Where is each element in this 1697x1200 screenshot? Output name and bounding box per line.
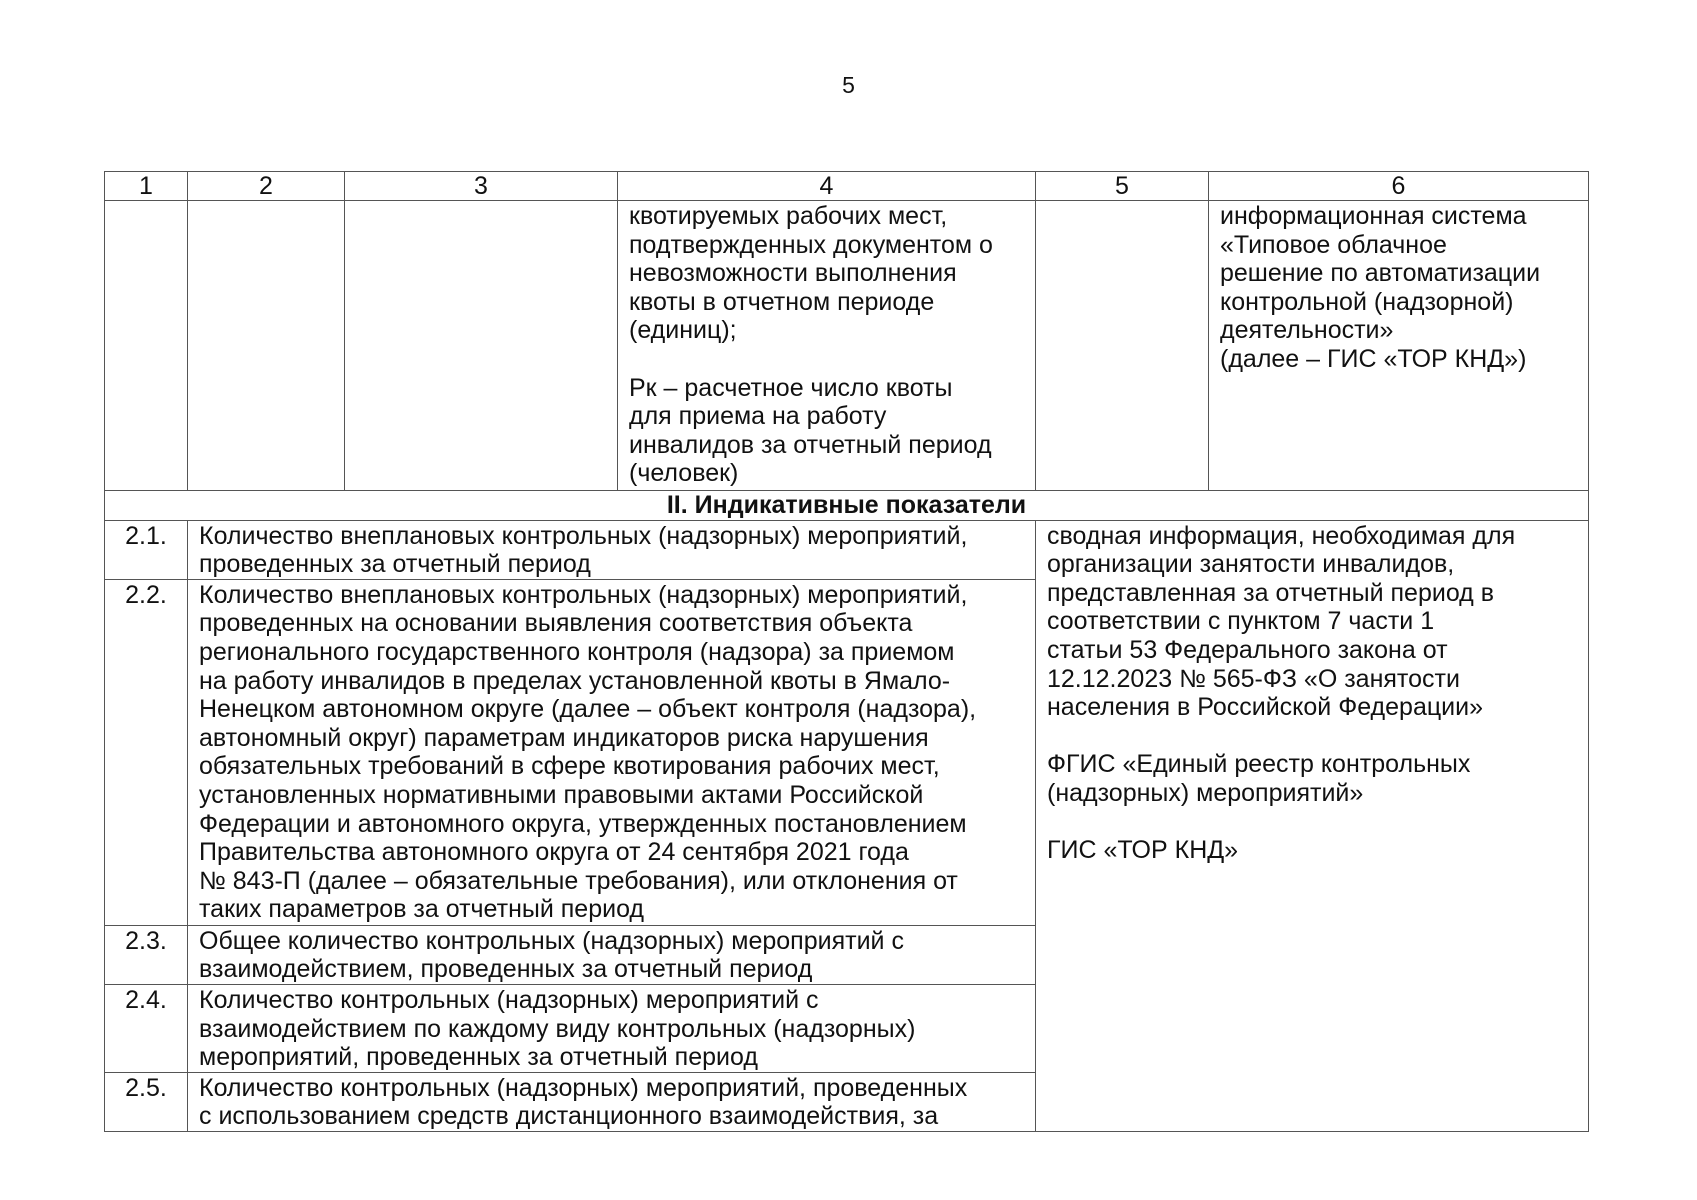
header-cell-2: 2: [188, 172, 345, 201]
indicator-row: [105, 520, 1589, 579]
header-cell-6: 6: [1209, 172, 1589, 201]
info-system-text: информационная система «Типовое облачное решение по автоматизации контрольной (надзорной) деятельности» (далее – ГИС «ТОР КНД»): [1220, 202, 1541, 373]
source-fgis-text: ФГИС «Единый реестр контрольных (надзорных) мероприятий»: [1047, 750, 1471, 807]
indicators-table: [104, 171, 1589, 1132]
rk-definition-text: Рк – расчетное число квоты для приема на работу инвалидов за отчетный период (человек): [629, 373, 992, 488]
indicator-text: Количество внеплановых контрольных (надзорных) мероприятий, проведенных на основании выявления соответствия объекта регионального государственного контроля (надзора) за приемом на работу инвалидов в пределах установленной квоты в Ямало- Ненецком автономном округе (далее – объект контроля (надзора), автономный округ) параметрам индикаторов риска нарушения обязательных требований в сфере квотирования рабочих мест, установленных нормативными правовыми актами Российской Федерации и автономного округа, утвержденных постановлением Правительства автономного округа от 24 сентября 2021 года № 843-П (далее – обязательные требования), или отклонения от таких параметров за отчетный период: [188, 579, 1036, 925]
section-row: [105, 491, 1589, 521]
quota-definition-text: квотируемых рабочих мест, подтвержденных документом о невозможности выполнения квоты в отчетном периоде (единиц);: [629, 202, 993, 345]
indicator-number: 2.3.: [105, 925, 188, 984]
cont-cell-4: [618, 201, 1036, 491]
indicator-number: 2.5.: [105, 1072, 188, 1131]
header-cell-1: 1: [105, 172, 188, 201]
page-number: 5: [842, 72, 855, 98]
cont-cell-2: [188, 201, 345, 491]
header-cell-4: 4: [618, 172, 1036, 201]
indicator-text: Количество контрольных (надзорных) мероприятий, проведенных с использованием средств дистанционного взаимодействия, за: [188, 1072, 1036, 1131]
indicator-number: 2.1.: [105, 520, 188, 579]
header-cell-5: 5: [1036, 172, 1209, 201]
indicator-number: 2.2.: [105, 579, 188, 925]
source-gis-text: ГИС «ТОР КНД»: [1047, 836, 1239, 865]
sources-cell: [1036, 520, 1589, 1131]
header-cell-3: 3: [345, 172, 618, 201]
cont-cell-6: [1209, 201, 1589, 491]
section-title: II. Индикативные показатели: [105, 491, 1589, 521]
indicator-text: Количество контрольных (надзорных) мероприятий с взаимодействием по каждому виду контрольных (надзорных) мероприятий, проведенных за отчетный период: [188, 984, 1036, 1072]
cont-cell-5: [1036, 201, 1209, 491]
continuation-row: [105, 201, 1589, 491]
cont-cell-3: [345, 201, 618, 491]
indicator-text: Общее количество контрольных (надзорных) мероприятий с взаимодействием, проведенных за отчетный период: [188, 925, 1036, 984]
header-row: [105, 172, 1589, 201]
cont-cell-1: [105, 201, 188, 491]
source-summary-text: сводная информация, необходимая для организации занятости инвалидов, представленная за отчетный период в соответствии с пунктом 7 части 1 статьи 53 Федерального закона от 12.12.2023 № 565-ФЗ «О занятости населения в Российской Федерации»: [1047, 521, 1516, 722]
indicator-text: Количество внеплановых контрольных (надзорных) мероприятий, проведенных за отчетный период: [188, 520, 1036, 579]
indicator-number: 2.4.: [105, 984, 188, 1072]
